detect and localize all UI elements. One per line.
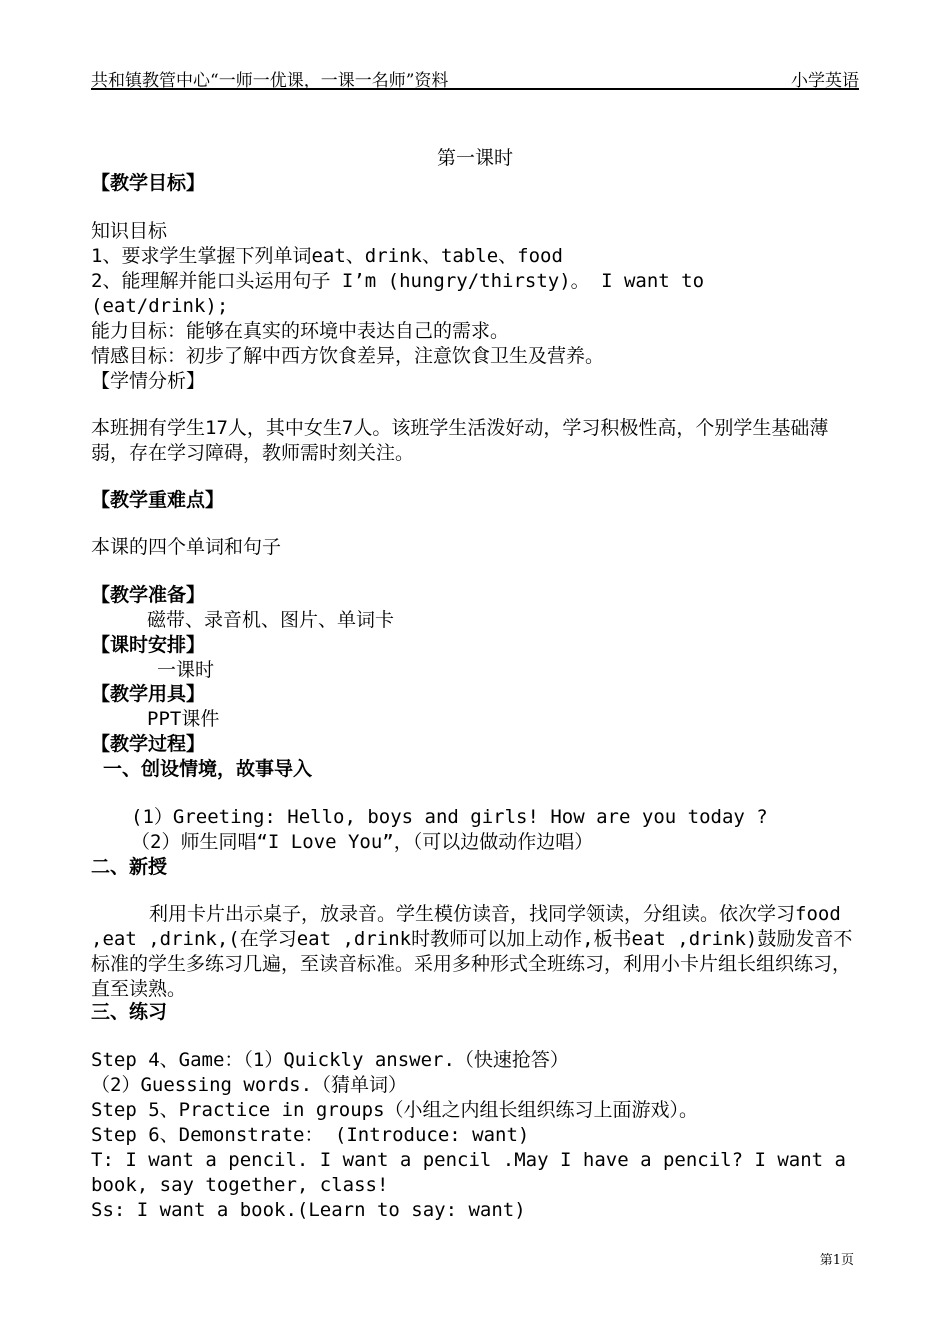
- header-subject: 小学英语: [791, 71, 859, 91]
- header-school: 共和镇教管中心“一师一优课，一课一名师”资料: [91, 71, 449, 91]
- prep-heading: 【教学准备】: [91, 584, 206, 606]
- step6-demonstrate: Step 6、Demonstrate： (Introduce: want): [91, 1124, 530, 1146]
- step2-text: 利用卡片出示桌子，放录音。学生模仿读音，找同学领读，分组读。依次学习food ,eat ,drink,(在学习eat ,drink时教师可以加上动作,板书eat ,drink)鼓励发音不标准的学生多练习几遍，至读音标准。采用多种形式全班练习，利用小卡片组长组织练习，直至读熟。: [91, 903, 853, 1000]
- step5-practice: Step 5、Practice in groups（小组之内组长组织练习上面游戏）。: [91, 1099, 699, 1121]
- analysis-text: 本班拥有学生17人，其中女生7人。该班学生活泼好动，学习积极性高，个别学生基础薄弱，存在学习障碍，教师需时刻关注。: [91, 417, 829, 464]
- process-heading: 【教学过程】: [91, 733, 206, 755]
- step1-greeting: (1）Greeting: Hello, boys and girls! How are you today ?: [131, 806, 768, 828]
- analysis-heading: 【学情分析】: [91, 370, 206, 392]
- ability-goal: 能力目标：能够在真实的环境中表达自己的需求。: [91, 320, 510, 342]
- schedule-text: 一课时: [157, 659, 215, 681]
- tools-heading: 【教学用具】: [91, 683, 206, 705]
- step4-game: Step 4、Game：（1）Quickly answer.（快速抢答）: [91, 1049, 569, 1071]
- step3-heading: 三、练习: [91, 1001, 168, 1023]
- keypoints-heading: 【教学重难点】: [91, 489, 225, 511]
- knowledge-item-2-cont: (eat/drink);: [91, 295, 229, 317]
- lesson-title: 第一课时: [436, 147, 513, 169]
- knowledge-item-1: 1、要求学生掌握下列单词eat、drink、table、food: [91, 245, 563, 267]
- step4-guess: （2）Guessing words.（猜单词）: [91, 1074, 408, 1096]
- knowledge-item-2: 2、能理解并能口头运用句子 I’m (hungry/thirsty)。 I want to: [91, 270, 705, 292]
- page-number: 第1页: [819, 1253, 854, 1268]
- teacher-line-1: T: I want a pencil. I want a pencil .May I have a pencil? I want a: [91, 1149, 846, 1171]
- tools-text: PPT课件: [147, 708, 220, 730]
- step1-song: （2）师生同唱“I Love You”，（可以边做动作边唱）: [131, 831, 594, 853]
- knowledge-label: 知识目标: [91, 220, 168, 242]
- page-header: [91, 66, 859, 90]
- step2-heading: 二、新授: [91, 856, 168, 878]
- prep-text: 磁带、录音机、图片、单词卡: [147, 609, 395, 631]
- teacher-line-2: book, say together, class!: [91, 1174, 389, 1196]
- step1-heading: 一、创设情境，故事导入: [103, 758, 313, 780]
- objectives-heading: 【教学目标】: [91, 172, 206, 194]
- emotion-goal: 情感目标：初步了解中西方饮食差异，注意饮食卫生及营养。: [91, 345, 605, 367]
- keypoints-text: 本课的四个单词和句子: [91, 536, 282, 558]
- students-line: Ss: I want a book.(Learn to say: want): [91, 1199, 526, 1221]
- schedule-heading: 【课时安排】: [91, 634, 206, 656]
